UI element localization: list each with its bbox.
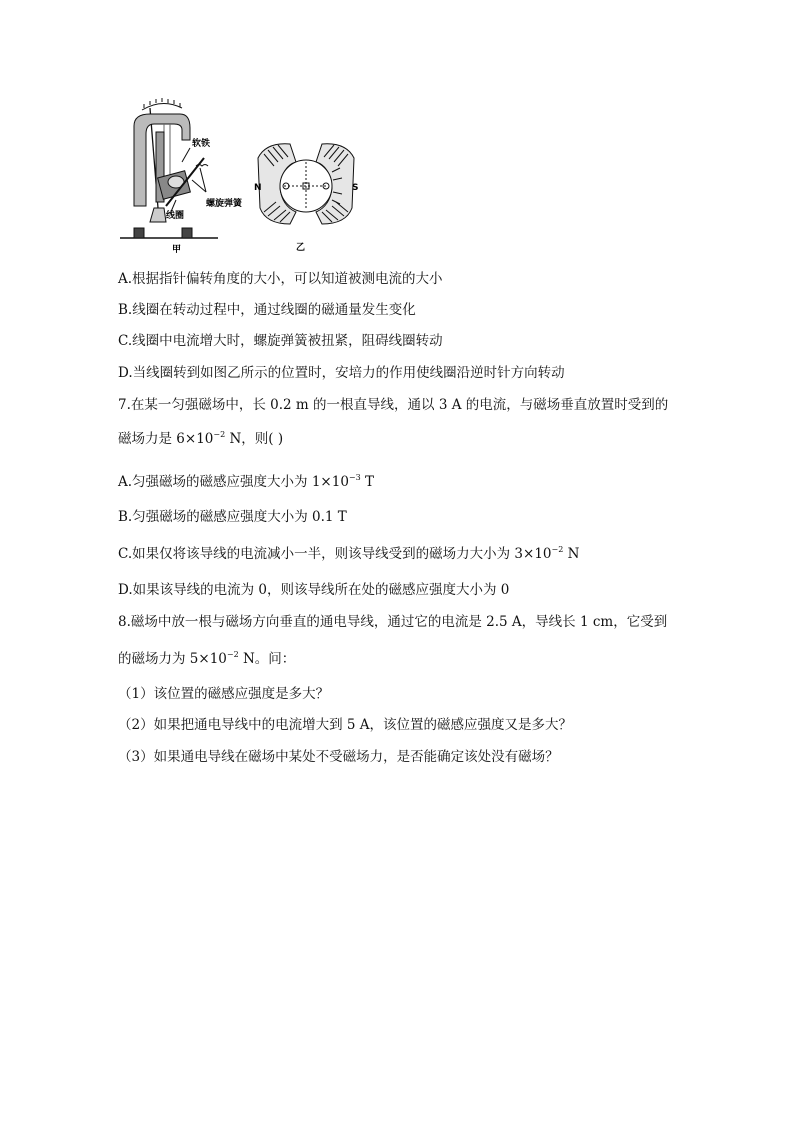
q7-c-pre: C.如果仅将该导线的电流减小一半，则该导线受到的磁场力大小为 3×10 bbox=[118, 546, 552, 562]
q7-option-b: B.匀强磁场的磁感应强度大小为 0.1 T bbox=[118, 509, 347, 525]
q7-stem-line1: 7.在某一匀强磁场中，长 0.2 m 的一根直导线，通以 3 A 的电流，与磁场垂直放置时受到的 bbox=[118, 397, 669, 413]
label-yi: 乙 bbox=[296, 243, 306, 253]
q8-stem-line1: 8.磁场中放一根与磁场方向垂直的通电导线，通过它的电流是 2.5 A，导线长 1 cm，它受到 bbox=[118, 614, 668, 630]
q8-stem-line2 bbox=[118, 650, 295, 668]
galvanometer-figure bbox=[120, 96, 370, 260]
q7-option-c bbox=[118, 545, 579, 563]
q6-option-d: D.当线圈转到如图乙所示的位置时，安培力的作用使线圈沿逆时针方向转动 bbox=[118, 365, 565, 381]
q8-stem-post: N。问： bbox=[238, 651, 296, 667]
label-spring: 螺旋弹簧 bbox=[206, 199, 243, 209]
magnet-cross-section-yi bbox=[258, 144, 354, 224]
galvanometer-diagram bbox=[120, 96, 370, 256]
q7-c-post: N bbox=[563, 546, 580, 562]
label-n-pole: N bbox=[254, 183, 262, 193]
label-s-pole: S bbox=[352, 183, 359, 193]
q7-stem-pre: 磁场力是 6×10 bbox=[118, 431, 214, 447]
q7-stem-line2 bbox=[118, 430, 283, 448]
q7-option-d: D.如果该导线的电流为 0，则该导线所在处的磁感应强度大小为 0 bbox=[118, 582, 510, 598]
q6-option-b: B.线圈在转动过程中，通过线圈的磁通量发生变化 bbox=[118, 302, 416, 318]
label-jia: 甲 bbox=[172, 245, 182, 255]
q8-stem-pre: 的磁场力为 5×10 bbox=[118, 651, 227, 667]
q7-a-exp: −3 bbox=[348, 473, 361, 482]
q7-stem-post: N，则( ) bbox=[225, 431, 284, 447]
q7-a-post: T bbox=[360, 474, 375, 490]
q6-option-c: C.线圈中电流增大时，螺旋弹簧被扭紧，阻碍线圈转动 bbox=[118, 333, 443, 349]
q8-subquestion-2: （2）如果把通电导线中的电流增大到 5 A，该位置的磁感应强度又是多大？ bbox=[118, 717, 573, 733]
q7-stem-exp: −2 bbox=[213, 430, 226, 439]
q8-stem-exp: −2 bbox=[226, 650, 239, 659]
q7-option-a bbox=[118, 473, 374, 491]
q8-subquestion-3: （3）如果通电导线在磁场中某处不受磁场力，是否能确定该处没有磁场？ bbox=[118, 749, 559, 765]
q7-c-exp: −2 bbox=[551, 545, 564, 554]
q7-a-pre: A.匀强磁场的磁感应强度大小为 1×10 bbox=[118, 474, 349, 490]
q8-subquestion-1: （1）该位置的磁感应强度是多大？ bbox=[118, 686, 330, 702]
label-soft-iron: 软铁 bbox=[192, 139, 211, 149]
q6-option-a: A.根据指针偏转角度的大小，可以知道被测电流的大小 bbox=[118, 271, 443, 287]
label-coil: 线圈 bbox=[166, 211, 185, 221]
